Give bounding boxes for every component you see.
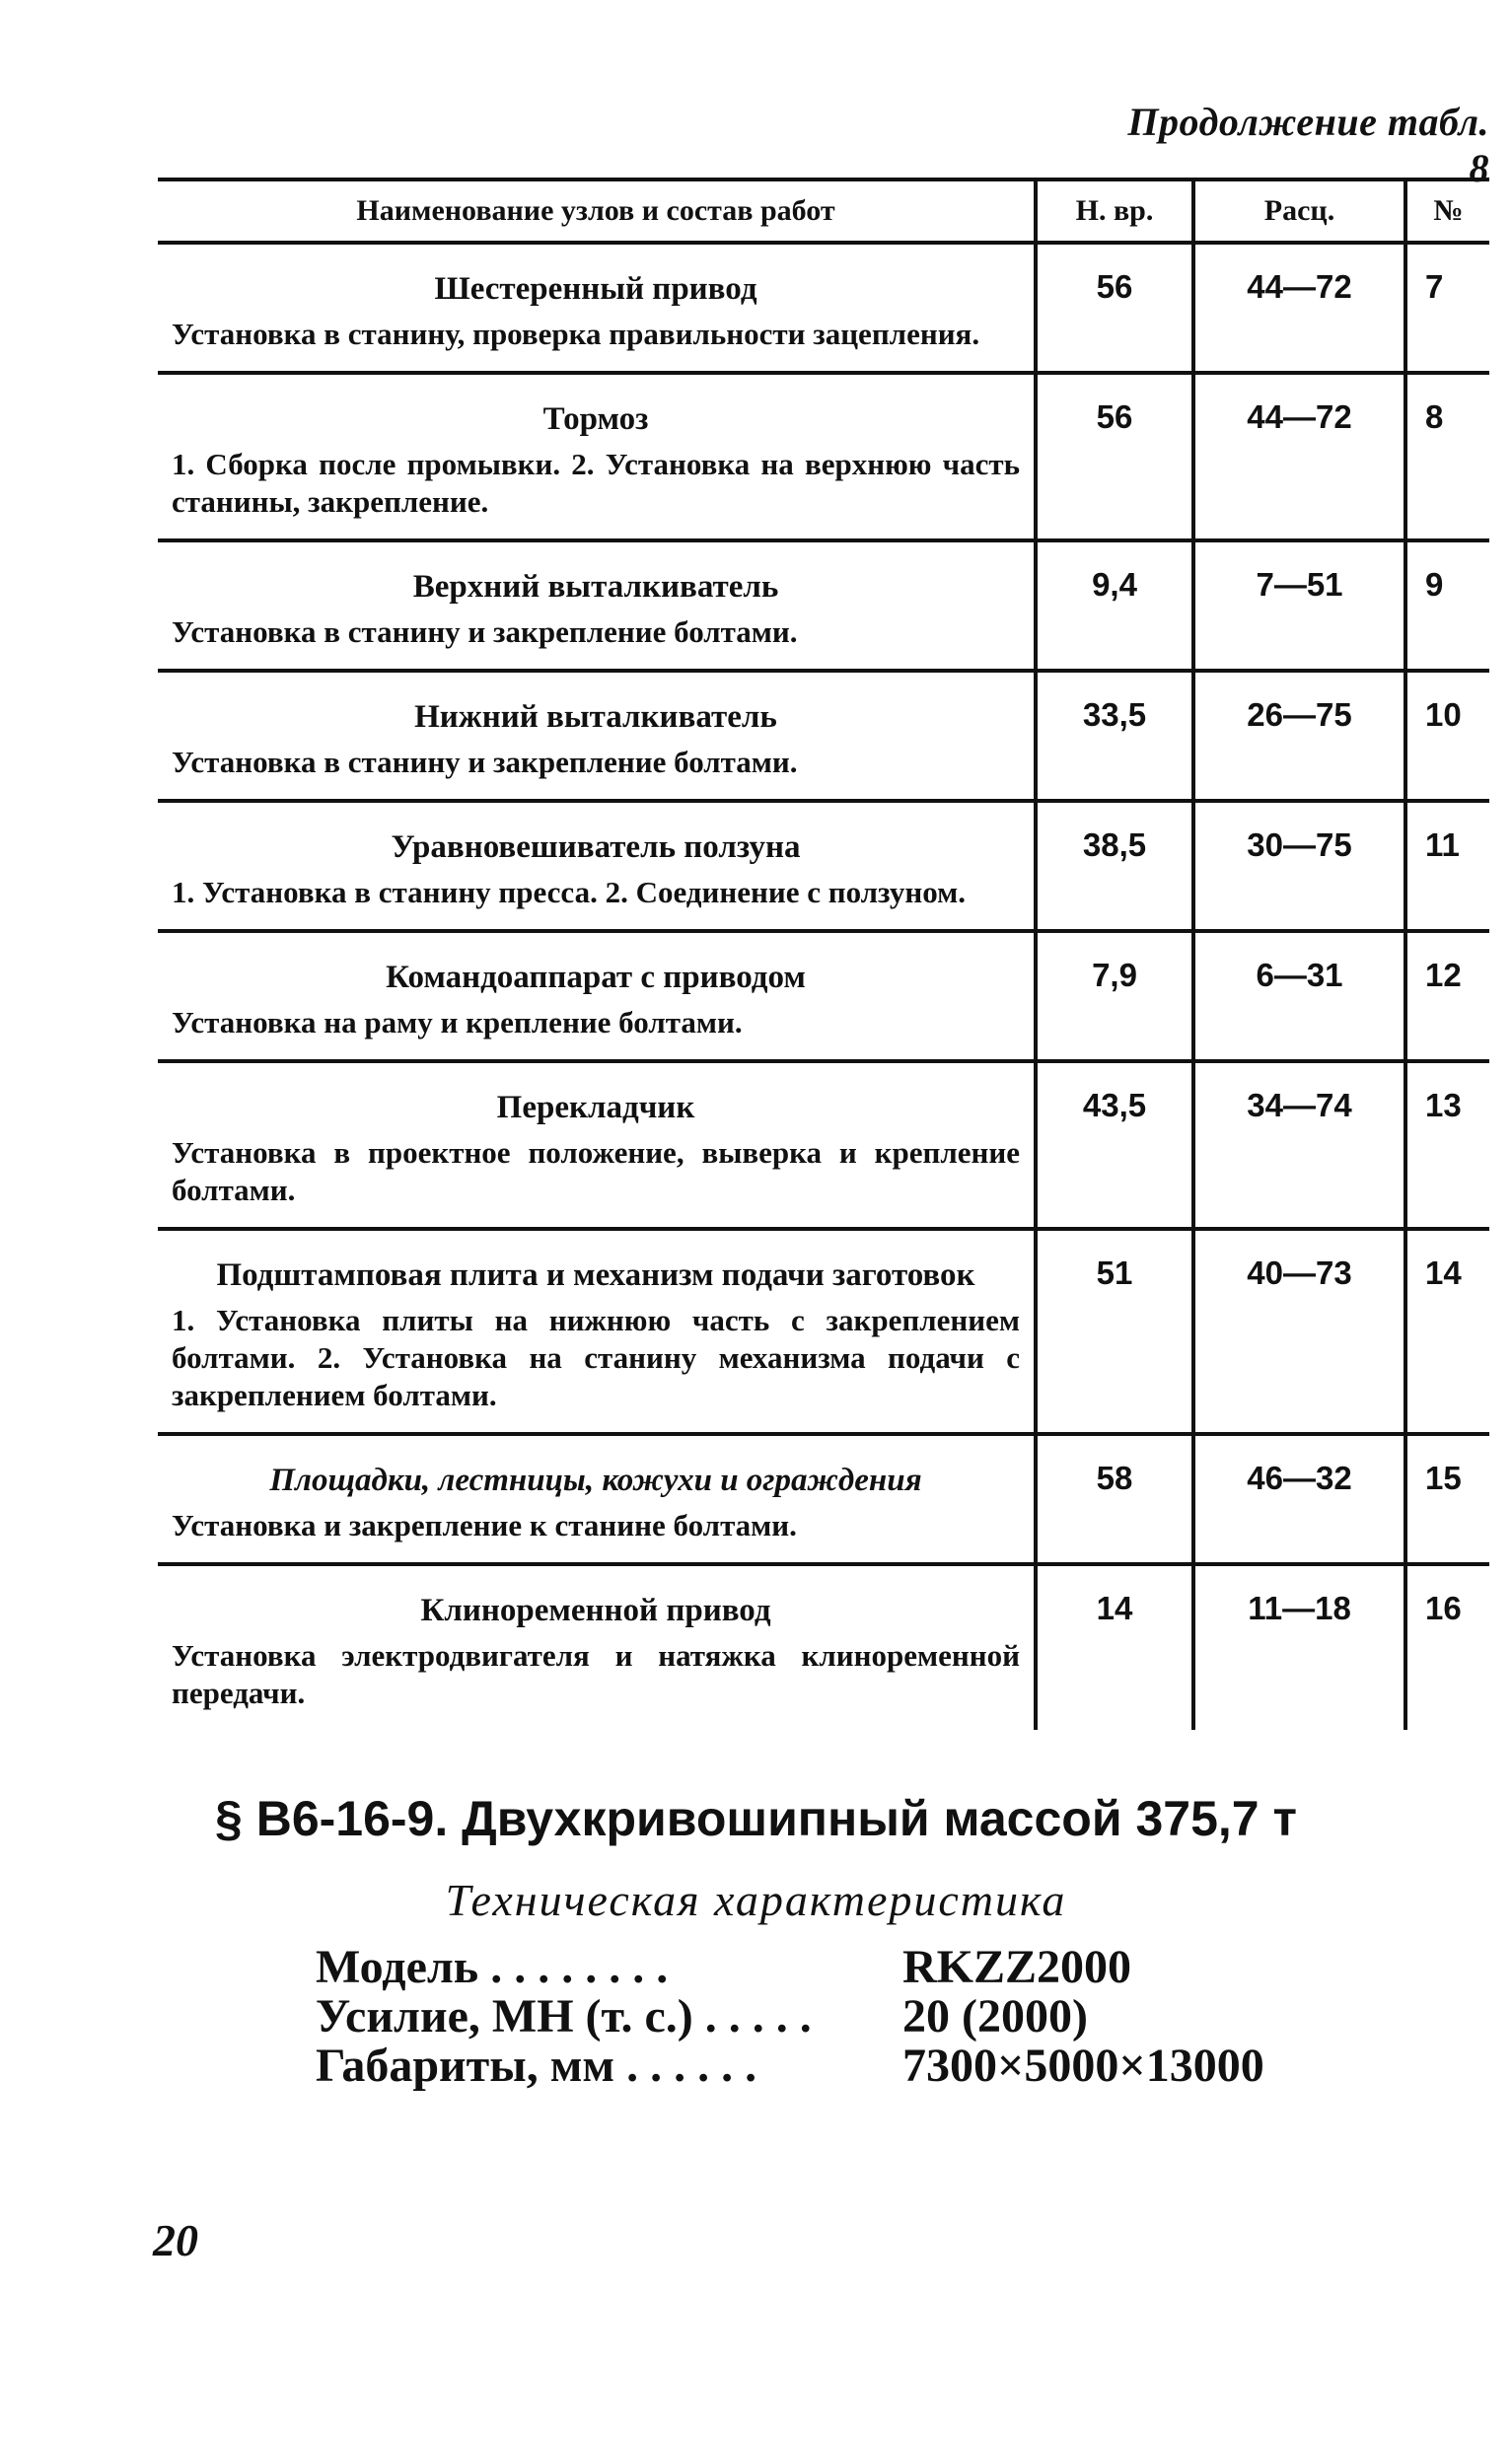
number-cell: 15 — [1405, 1434, 1489, 1564]
spec-row-model — [316, 1943, 1401, 1992]
spec-label: Усилие, МН (т. с.) . . . . . — [316, 1992, 812, 2042]
spec-value: 7300×5000×13000 — [902, 2040, 1264, 2092]
number-cell: 14 — [1405, 1229, 1489, 1434]
spec-list — [316, 1943, 1401, 2091]
work-cell — [158, 243, 1036, 373]
table-row — [158, 243, 1489, 373]
number-cell: 11 — [1405, 801, 1489, 931]
number-cell: 12 — [1405, 931, 1489, 1061]
work-cell — [158, 801, 1036, 931]
item-description: 1. Установка в станину пресса. 2. Соединение с ползуном. — [172, 875, 967, 909]
work-cell — [158, 1434, 1036, 1564]
item-title: Шестеренный привод — [434, 271, 757, 307]
rate-cell: 40—73 — [1193, 1229, 1405, 1434]
norm-time-cell: 9,4 — [1036, 540, 1193, 671]
item-title: Тормоз — [542, 401, 649, 437]
norm-time-cell: 38,5 — [1036, 801, 1193, 931]
norm-time-cell: 56 — [1036, 243, 1193, 373]
item-title: Уравновешиватель ползуна — [391, 829, 801, 865]
spec-value: 20 (2000) — [902, 1990, 1088, 2043]
work-cell — [158, 671, 1036, 801]
work-cell — [158, 540, 1036, 671]
norm-time-cell: 33,5 — [1036, 671, 1193, 801]
item-description: 1. Сборка после промывки. 2. Установка на верхнюю часть станины, закрепление. — [172, 447, 1020, 519]
spec-row-force — [316, 1992, 1401, 2042]
table-row — [158, 931, 1489, 1061]
rate-cell: 30—75 — [1193, 801, 1405, 931]
work-cell — [158, 1061, 1036, 1229]
norm-time-cell: 58 — [1036, 1434, 1193, 1564]
item-description: Установка в станину и закрепление болтами. — [172, 745, 798, 779]
item-title: Площадки, лестницы, кожухи и ограждения — [269, 1463, 922, 1498]
header-number: № — [1405, 179, 1489, 243]
section-title: § В6-16-9. Двухкривошипный массой 375,7 т — [215, 1791, 1297, 1846]
rate-cell: 7—51 — [1193, 540, 1405, 671]
table-continuation-label: Продолжение табл. 8 — [1127, 100, 1489, 190]
item-description: Установка в станину и закрепление болтами. — [172, 614, 798, 649]
rate-cell: 44—72 — [1193, 243, 1405, 373]
table-row — [158, 1564, 1489, 1730]
spec-label: Модель . . . . . . . . — [316, 1943, 669, 1992]
rate-cell: 34—74 — [1193, 1061, 1405, 1229]
number-cell: 10 — [1405, 671, 1489, 801]
item-title: Командоаппарат с приводом — [386, 960, 806, 995]
spec-label: Габариты, мм . . . . . . — [316, 2042, 757, 2091]
item-title: Верхний выталкиватель — [412, 569, 779, 605]
spec-heading: Техническая характеристика — [445, 1875, 1067, 1925]
norm-time-cell: 56 — [1036, 373, 1193, 540]
work-cell — [158, 1564, 1036, 1730]
spec-value: RKZZ2000 — [902, 1941, 1132, 1993]
item-description: 1. Установка плиты на нижнюю часть с закреплением болтами. 2. Установка на станину механизма подачи с закреплением болтами. — [172, 1303, 1020, 1412]
table-row — [158, 540, 1489, 671]
norm-time-cell: 51 — [1036, 1229, 1193, 1434]
number-cell: 8 — [1405, 373, 1489, 540]
work-cell — [158, 1229, 1036, 1434]
item-description: Установка в станину, проверка правильности зацепления. — [172, 317, 980, 351]
item-title: Клиноременной привод — [420, 1593, 771, 1628]
item-description: Установка электродвигателя и натяжка клиноременной передачи. — [172, 1638, 1020, 1710]
table-row — [158, 801, 1489, 931]
norm-time-cell: 14 — [1036, 1564, 1193, 1730]
norm-time-cell: 43,5 — [1036, 1061, 1193, 1229]
item-title: Перекладчик — [496, 1090, 695, 1125]
table-row — [158, 671, 1489, 801]
table-header-row — [158, 179, 1489, 243]
header-name: Наименование узлов и состав работ — [158, 179, 1036, 243]
rate-cell: 46—32 — [1193, 1434, 1405, 1564]
rate-cell: 11—18 — [1193, 1564, 1405, 1730]
spec-row-dimensions — [316, 2042, 1401, 2091]
table-row — [158, 1229, 1489, 1434]
norm-time-cell: 7,9 — [1036, 931, 1193, 1061]
item-title: Нижний выталкиватель — [414, 699, 777, 735]
rate-cell: 26—75 — [1193, 671, 1405, 801]
item-title: Подштамповая плита и механизм подачи заготовок — [216, 1257, 975, 1293]
item-description: Установка и закрепление к станине болтами. — [172, 1508, 797, 1542]
work-cell — [158, 931, 1036, 1061]
rate-cell: 6—31 — [1193, 931, 1405, 1061]
item-description: Установка в проектное положение, выверка и крепление болтами. — [172, 1135, 1020, 1207]
table-row — [158, 373, 1489, 540]
item-description: Установка на раму и крепление болтами. — [172, 1005, 743, 1039]
number-cell: 9 — [1405, 540, 1489, 671]
rate-cell: 44—72 — [1193, 373, 1405, 540]
work-cell — [158, 373, 1036, 540]
table-row — [158, 1434, 1489, 1564]
header-norm-time: Н. вр. — [1036, 179, 1193, 243]
table-row — [158, 1061, 1489, 1229]
number-cell: 7 — [1405, 243, 1489, 373]
page-number: 20 — [153, 2215, 198, 2265]
work-norms-table — [158, 178, 1489, 1730]
header-rate: Расц. — [1193, 179, 1405, 243]
number-cell: 16 — [1405, 1564, 1489, 1730]
number-cell: 13 — [1405, 1061, 1489, 1229]
